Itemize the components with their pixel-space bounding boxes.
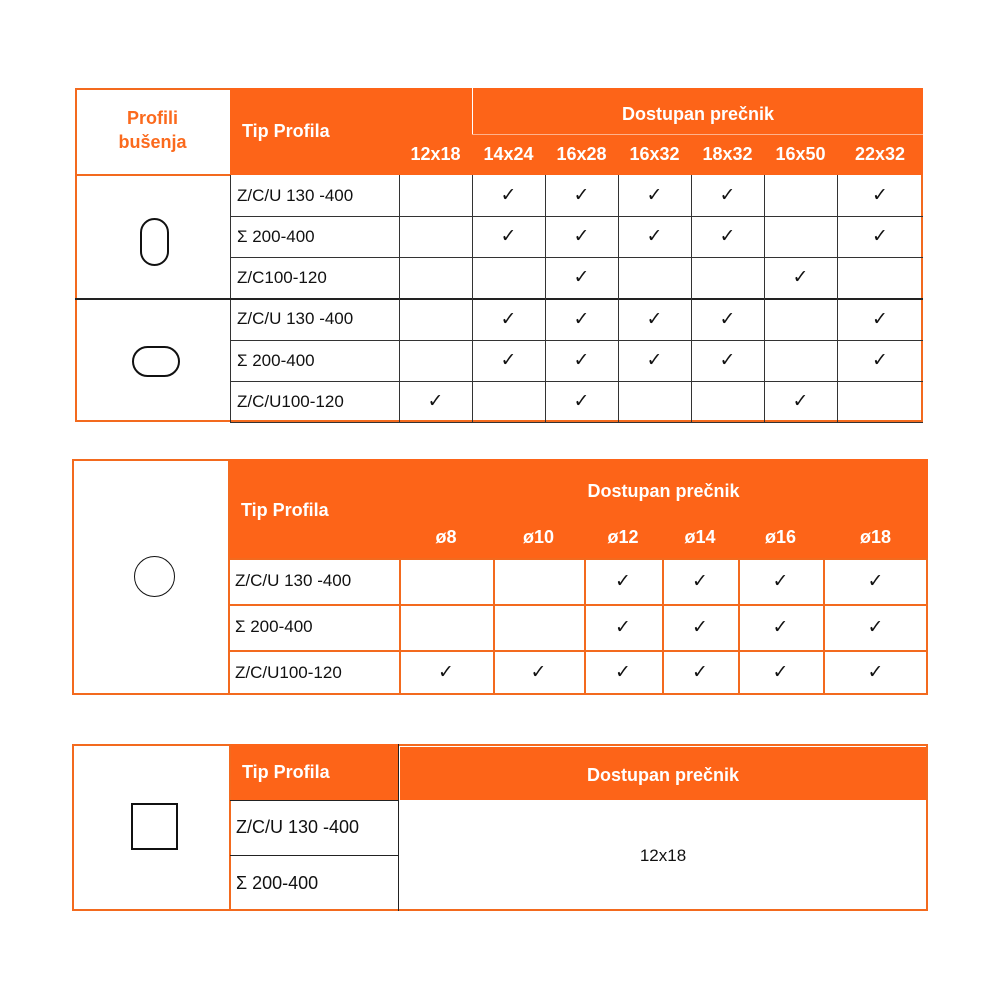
availability-cell: ✓ xyxy=(792,391,809,412)
availability-cell: ✓ xyxy=(772,662,789,683)
availability-cell: ✓ xyxy=(719,185,736,206)
column-header: ø16 xyxy=(764,526,797,547)
availability-cell xyxy=(764,298,837,340)
availability-cell xyxy=(399,558,493,604)
label-column-right-line xyxy=(398,744,399,911)
availability-cell xyxy=(493,604,584,650)
availability-cell xyxy=(472,257,545,298)
availability-cell: ✓ xyxy=(573,350,590,371)
profile-label: Z/C/U 130 -400 xyxy=(237,185,354,205)
row-line xyxy=(230,422,923,423)
availability-cell: ✓ xyxy=(719,350,736,371)
table-2 xyxy=(72,459,928,695)
column-header: ø14 xyxy=(684,526,716,547)
dostupan-precnik-header: Dostupan prečnik xyxy=(587,480,740,501)
title-bottom-line xyxy=(75,174,230,176)
header-divider-v xyxy=(472,88,473,134)
title-line-1: Profili xyxy=(126,108,178,128)
vertical-slot-icon xyxy=(140,218,169,266)
column-header: 18x32 xyxy=(702,143,753,164)
availability-cell xyxy=(399,216,472,257)
availability-cell: ✓ xyxy=(772,616,789,638)
availability-cell: ✓ xyxy=(867,570,884,592)
dostupan-precnik-header: Dostupan prečnik xyxy=(621,103,775,124)
column-header: 22x32 xyxy=(854,143,906,164)
availability-cell: ✓ xyxy=(646,350,663,371)
availability-cell xyxy=(618,257,691,298)
column-header: 14x24 xyxy=(483,143,534,164)
availability-cell: ✓ xyxy=(646,185,663,206)
availability-cell xyxy=(691,257,764,298)
availability-cell xyxy=(493,558,584,604)
column-header: 12x18 xyxy=(410,143,461,164)
availability-cell: ✓ xyxy=(573,391,590,412)
profile-label: Σ 200-400 xyxy=(237,350,315,370)
column-header: ø8 xyxy=(435,526,457,547)
table-3 xyxy=(72,744,928,911)
profile-label: Z/C/U100-120 xyxy=(237,391,344,411)
availability-cell: ✓ xyxy=(500,185,517,206)
availability-cell: ✓ xyxy=(573,185,590,206)
availability-cell: ✓ xyxy=(646,226,663,247)
tip-profila-header: Tip Profila xyxy=(242,761,330,782)
availability-cell: ✓ xyxy=(530,662,547,683)
availability-cell: ✓ xyxy=(438,662,454,683)
profile-label: Σ 200-400 xyxy=(235,617,313,636)
availability-cell xyxy=(618,381,691,422)
column-header: 16x28 xyxy=(556,143,607,164)
circle-hole-icon xyxy=(134,556,175,597)
availability-cell xyxy=(399,298,472,340)
availability-cell: ✓ xyxy=(615,570,631,592)
header-divider-h xyxy=(472,134,923,135)
column-header: ø12 xyxy=(607,526,639,547)
availability-cell: ✓ xyxy=(867,662,884,683)
availability-cell: ✓ xyxy=(867,616,884,638)
profile-label: Z/C/U 130 -400 xyxy=(237,309,354,328)
profile-label: Z/C/U100-120 xyxy=(235,662,342,682)
availability-cell: ✓ xyxy=(719,308,736,330)
availability-cell xyxy=(764,340,837,381)
availability-cell: ✓ xyxy=(573,226,590,247)
availability-cell xyxy=(399,257,472,298)
availability-cell: ✓ xyxy=(719,226,736,247)
profile-label: Z/C100-120 xyxy=(237,267,327,287)
column-header: 16x50 xyxy=(775,143,826,164)
availability-cell xyxy=(837,381,923,422)
availability-cell: ✓ xyxy=(872,185,888,206)
availability-cell: ✓ xyxy=(500,350,517,371)
profile-label: Z/C/U 130 -400 xyxy=(236,817,360,837)
column-header: ø10 xyxy=(522,526,555,547)
availability-cell: ✓ xyxy=(615,616,631,638)
table-1 xyxy=(75,88,923,422)
column-header: 16x32 xyxy=(629,143,680,164)
profile-label: Σ 200-400 xyxy=(236,872,319,893)
availability-cell xyxy=(691,381,764,422)
tip-profila-header: Tip Profila xyxy=(242,121,330,141)
availability-cell: ✓ xyxy=(692,616,708,638)
availability-cell: ✓ xyxy=(872,308,888,330)
availability-cell xyxy=(399,604,493,650)
availability-cell xyxy=(399,175,472,216)
tip-profila-header: Tip Profila xyxy=(241,499,329,520)
availability-cell: ✓ xyxy=(500,308,517,330)
availability-cell xyxy=(837,257,923,298)
availability-cell: ✓ xyxy=(692,570,708,592)
availability-cell: ✓ xyxy=(427,391,444,412)
availability-cell: ✓ xyxy=(573,308,590,330)
availability-cell: ✓ xyxy=(872,350,888,371)
availability-cell: ✓ xyxy=(573,267,590,288)
profile-label: Σ 200-400 xyxy=(237,226,315,246)
square-hole-icon xyxy=(131,803,178,850)
availability-cell: ✓ xyxy=(500,226,517,247)
availability-cell xyxy=(399,340,472,381)
table-1-title xyxy=(75,106,230,154)
availability-cell: ✓ xyxy=(772,570,789,592)
availability-cell: ✓ xyxy=(872,226,888,247)
availability-cell xyxy=(472,381,545,422)
diameter-value: 12x18 xyxy=(639,845,687,865)
availability-cell: ✓ xyxy=(646,308,663,330)
availability-cell: ✓ xyxy=(792,267,809,288)
column-header: ø18 xyxy=(859,526,892,547)
title-line-2: bušenja xyxy=(118,132,187,152)
profile-label: Z/C/U 130 -400 xyxy=(235,571,352,590)
dostupan-precnik-header: Dostupan prečnik xyxy=(586,764,740,785)
availability-cell xyxy=(764,175,837,216)
availability-cell: ✓ xyxy=(692,662,708,683)
availability-cell: ✓ xyxy=(615,662,631,683)
horizontal-slot-icon xyxy=(132,346,180,377)
availability-cell xyxy=(764,216,837,257)
